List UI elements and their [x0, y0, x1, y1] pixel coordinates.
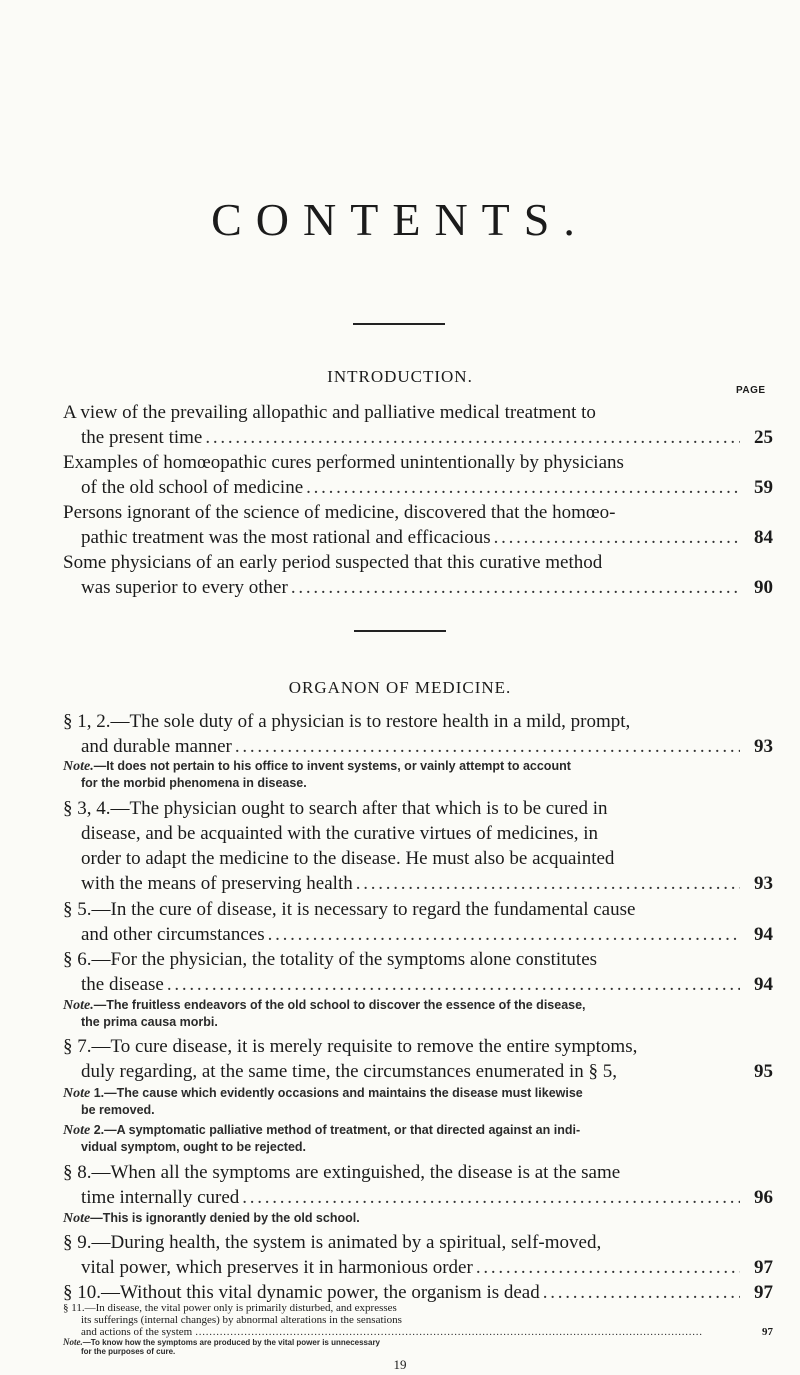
- note-line: —This is ignorantly denied by the old school.: [90, 1211, 360, 1225]
- leader-dots: [205, 425, 740, 450]
- page-number: 93: [754, 736, 773, 757]
- entry-line: Examples of homœopathic cures performed unintentionally by physicians: [63, 452, 624, 473]
- entry-line: § 7.—To cure disease, it is merely requisite to remove the entire symptoms,: [63, 1036, 638, 1057]
- leader-dots: [476, 1255, 740, 1280]
- leader-dots: [356, 871, 740, 896]
- note-line: be removed.: [81, 1103, 155, 1117]
- note: [63, 1338, 763, 1356]
- note: [63, 1210, 763, 1227]
- entry-line: § 11.—In disease, the vital power only is primarily disturbed, and expresses: [63, 1302, 397, 1314]
- toc-entry: [63, 400, 773, 450]
- leader-dots: [291, 575, 740, 600]
- entry-line: duly regarding, at the same time, the circumstances enumerated in § 5,: [81, 1061, 618, 1082]
- note: [63, 997, 763, 1030]
- note-line: vidual symptom, ought to be rejected.: [81, 1140, 307, 1154]
- note-label: Note.: [63, 998, 94, 1013]
- introduction-heading: INTRODUCTION.: [327, 367, 473, 386]
- note: [63, 1122, 763, 1155]
- entry-line: of the old school of medicine: [81, 477, 304, 498]
- entry-line: § 5.—In the cure of disease, it is necessary to regard the fundamental cause: [63, 899, 636, 920]
- entry-line: order to adapt the medicine to the disease. He must also be acquainted: [81, 848, 615, 869]
- entry-line: the disease: [81, 974, 164, 995]
- toc-entry: [63, 1302, 773, 1338]
- leader-dots: [494, 525, 740, 550]
- page-number: 25: [754, 427, 773, 448]
- entry-line: § 9.—During health, the system is animated by a spiritual, self-moved,: [63, 1232, 602, 1253]
- leader-dots: [195, 1326, 740, 1338]
- page-number: 94: [754, 924, 773, 945]
- toc-entry: [63, 550, 773, 600]
- page-column-head: PAGE: [736, 385, 766, 396]
- section-rule: [354, 630, 446, 632]
- note-label: Note.: [63, 759, 94, 774]
- page-number: 96: [754, 1187, 773, 1208]
- entry-line: the present time: [81, 427, 203, 448]
- note-line: —To know how the symptoms are produced by the vital power is unnecessary: [82, 1338, 381, 1347]
- entry-line: with the means of preserving health: [81, 873, 353, 894]
- entry-line: § 6.—For the physician, the totality of the symptoms alone constitutes: [63, 949, 598, 970]
- toc-entry: [63, 1230, 773, 1280]
- toc-entry: [63, 1160, 773, 1210]
- entry-line: pathic treatment was the most rational and efficacious: [81, 527, 491, 548]
- page-number: 90: [754, 577, 773, 598]
- toc-entry: [63, 709, 773, 759]
- note-line: for the morbid phenomena in disease.: [81, 776, 307, 790]
- note: [63, 758, 763, 791]
- entry-line: time internally cured: [81, 1187, 240, 1208]
- page-folio: 19: [393, 1357, 407, 1372]
- page-number: 97: [754, 1282, 773, 1303]
- entry-line: § 3, 4.—The physician ought to search after that which is to be cured in: [63, 798, 608, 819]
- page-number: 95: [754, 1061, 773, 1082]
- page-title: CONTENTS.: [211, 194, 589, 245]
- entry-line: § 10.—Without this vital dynamic power, the organism is dead: [63, 1282, 540, 1303]
- toc-entry: [63, 947, 773, 997]
- entry-line: Some physicians of an early period suspected that this curative method: [63, 552, 603, 573]
- note-line: —It does not pertain to his office to invent systems, or vainly attempt to account: [93, 759, 571, 773]
- note-line: 2.—A symptomatic palliative method of treatment, or that directed against an indi-: [90, 1123, 581, 1137]
- note-line: 1.—The cause which evidently occasions and maintains the disease must likewise: [90, 1086, 583, 1100]
- note: [63, 1085, 763, 1118]
- page-number: 59: [754, 477, 773, 498]
- entry-line: and durable manner: [81, 736, 232, 757]
- leader-dots: [268, 922, 740, 947]
- leader-dots: [167, 972, 740, 997]
- toc-entry: [63, 897, 773, 947]
- page-number: 94: [754, 974, 773, 995]
- entry-line: its sufferings (internal changes) by abnormal alterations in the sensations: [81, 1314, 402, 1326]
- page-number: 93: [754, 873, 773, 894]
- entry-line: vital power, which preserves it in harmonious order: [81, 1257, 473, 1278]
- entry-line: and other circumstances: [81, 924, 265, 945]
- leader-dots: [242, 1185, 740, 1210]
- leader-dots: [306, 475, 740, 500]
- entry-line: A view of the prevailing allopathic and palliative medical treatment to: [63, 402, 596, 423]
- toc-entry: [63, 450, 773, 500]
- note-label: Note: [63, 1211, 91, 1226]
- entry-line: § 1, 2.—The sole duty of a physician is to restore health in a mild, prompt,: [63, 711, 631, 732]
- entry-line: disease, and be acquainted with the curative virtues of medicines, in: [81, 823, 599, 844]
- leader-dots: [235, 734, 740, 759]
- note-label: Note: [63, 1123, 91, 1138]
- note-label: Note: [63, 1086, 91, 1101]
- toc-entry: [63, 796, 773, 896]
- page-number: 97: [754, 1257, 773, 1278]
- title-rule: [353, 323, 445, 325]
- note-line: the prima causa morbi.: [81, 1015, 218, 1029]
- note-line: for the purposes of cure.: [81, 1347, 176, 1356]
- page-number: 97: [762, 1326, 773, 1338]
- entry-line: § 8.—When all the symptoms are extinguished, the disease is at the same: [63, 1162, 621, 1183]
- toc-entry: [63, 500, 773, 550]
- note-line: —The fruitless endeavors of the old school to discover the essence of the disease,: [93, 998, 586, 1012]
- entry-line: and actions of the system: [81, 1326, 193, 1338]
- note-label: Note.: [63, 1337, 83, 1347]
- toc-entry: [63, 1034, 773, 1084]
- page-number: 84: [754, 527, 773, 548]
- entry-line: Persons ignorant of the science of medicine, discovered that the homœo-: [63, 502, 616, 523]
- organon-heading: ORGANON OF MEDICINE.: [288, 678, 512, 697]
- entry-line: was superior to every other: [81, 577, 288, 598]
